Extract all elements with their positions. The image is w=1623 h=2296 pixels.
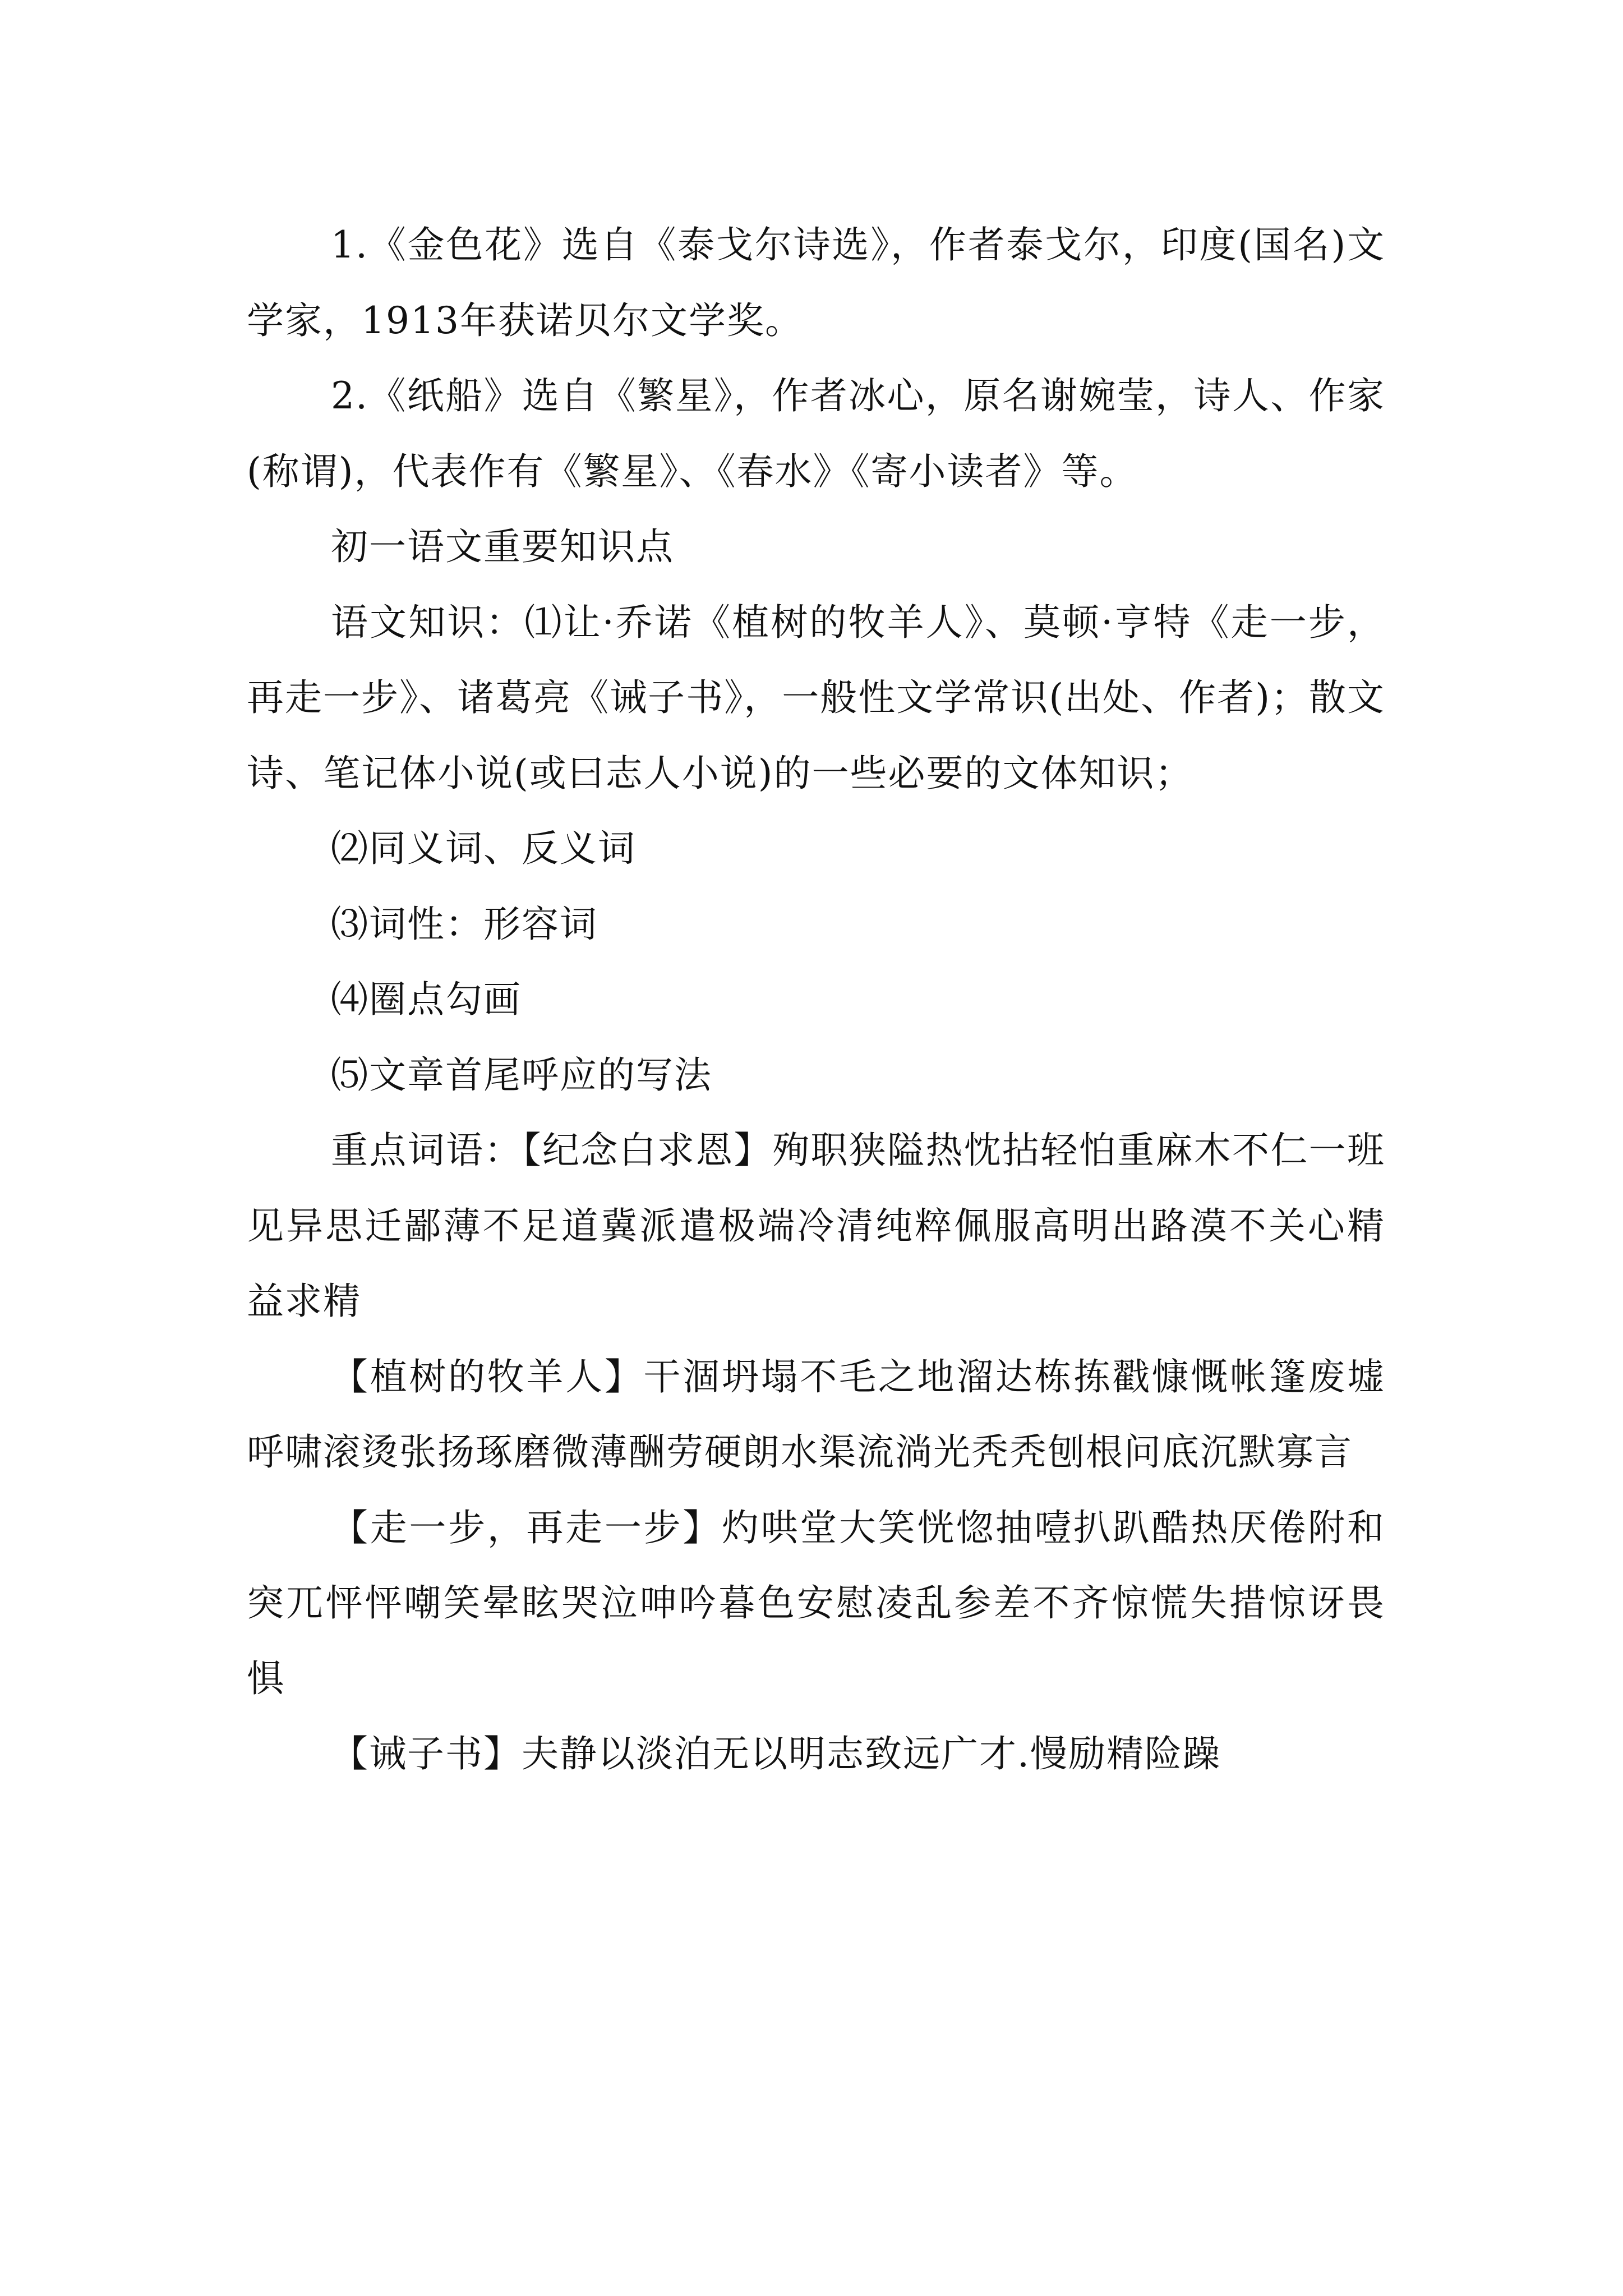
paragraph-key-words-shepherd: 【植树的牧羊人】干涸坍塌不毛之地溜达栋拣戳慷慨帐篷废墟呼啸滚烫张扬琢磨微薄酬劳硬朗水渠流淌光秃秃刨根问底沉默寡言 bbox=[247, 1355, 1385, 1474]
paragraph-key-words-bethune: 重点词语：【纪念白求恩】殉职狭隘热忱拈轻怕重麻木不仁一班见异思迁鄙薄不足道冀派遣极端冷清纯粹佩服高明出路漠不关心精益求精 bbox=[247, 1129, 1385, 1323]
list-item-echo-writing: ⑸文章首尾呼应的写法 bbox=[331, 1053, 712, 1097]
paragraph-golden-flower: 1.《金色花》选自《泰戈尔诗选》，作者泰戈尔，印度(国名)文学家，1913年获诺贝尔文学奖。 bbox=[247, 223, 1385, 342]
paragraph-paper-boat: 2.《纸船》选自《繁星》，作者冰心，原名谢婉莹，诗人、作家(称谓)，代表作有《繁星》、《春水》《寄小读者》等。 bbox=[247, 374, 1385, 493]
list-item-synonyms: ⑵同义词、反义词 bbox=[331, 827, 636, 870]
paragraph-key-words-admonition: 【诫子书】夫静以淡泊无以明志致远广才.慢励精险躁 bbox=[331, 1732, 1221, 1775]
section-heading: 初一语文重要知识点 bbox=[331, 525, 674, 568]
list-item-parts-of-speech: ⑶词性：形容词 bbox=[331, 902, 598, 946]
list-item-annotation: ⑷圈点勾画 bbox=[331, 978, 522, 1021]
document-body bbox=[247, 208, 1385, 1792]
paragraph-key-words-one-step: 【走一步，再走一步】灼哄堂大笑恍惚抽噎扒趴酷热厌倦附和突兀怦怦嘲笑晕眩哭泣呻吟暮色安慰凌乱参差不齐惊慌失措惊讶畏惧 bbox=[247, 1506, 1385, 1700]
paragraph-language-knowledge: 语文知识：⑴让·乔诺《植树的牧羊人》、莫顿·亨特《走一步，再走一步》、诸葛亮《诫子书》，一般性文学常识(出处、作者)；散文诗、笔记体小说(或曰志人小说)的一些必要的文体知识； bbox=[247, 600, 1385, 795]
